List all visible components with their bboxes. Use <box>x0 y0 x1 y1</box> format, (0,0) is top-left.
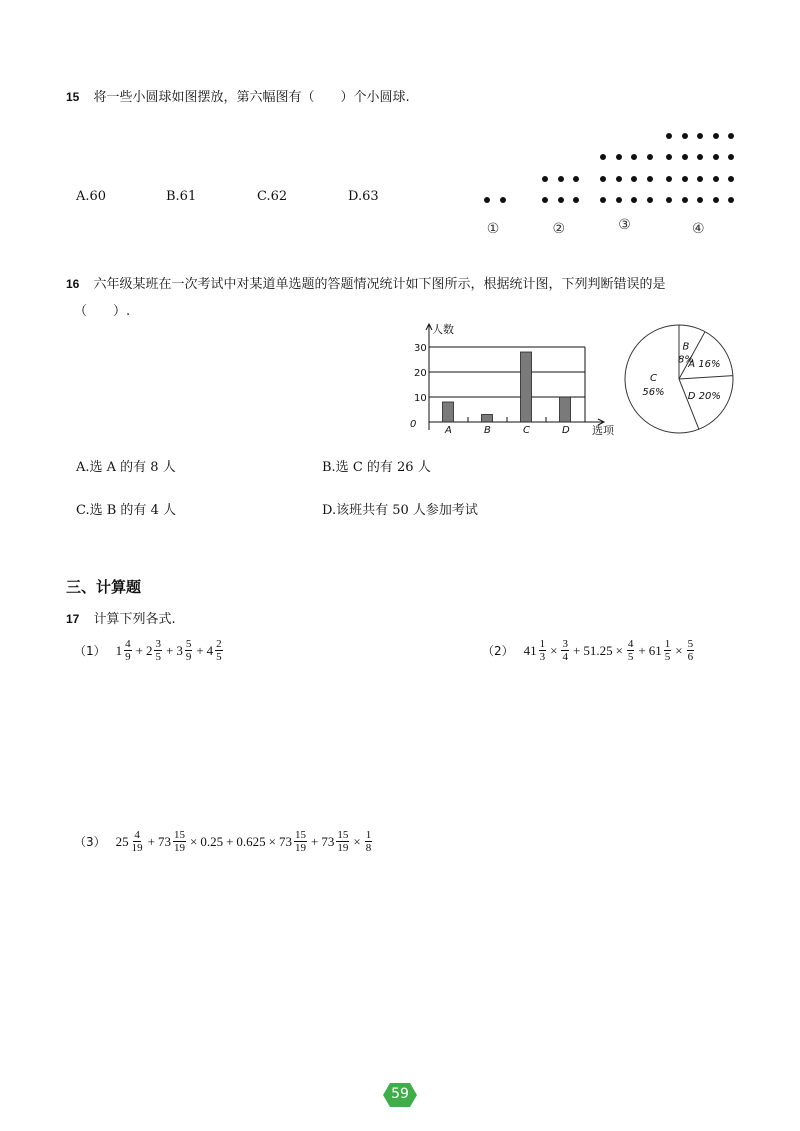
dot-ball <box>631 176 637 182</box>
q17-part2-expression <box>482 638 695 663</box>
dot-ball <box>697 133 703 139</box>
mixed-number <box>649 638 673 663</box>
dot-ball <box>558 197 564 203</box>
mixed-number <box>524 638 548 663</box>
dot-ball <box>647 197 653 203</box>
whole-part: 73 <box>157 833 171 849</box>
dot-ball <box>573 176 579 182</box>
pie-label-C: 56% <box>642 386 665 398</box>
x-axis-label: 选项 <box>592 424 614 437</box>
dot-ball <box>600 154 606 160</box>
q15-option-b: B.61 <box>166 189 197 204</box>
fraction-part <box>687 638 695 663</box>
dot-ball <box>682 133 688 139</box>
bar-B <box>482 415 493 423</box>
operator: × <box>550 642 558 658</box>
mixed-number <box>158 829 187 854</box>
dot-ball <box>647 176 653 182</box>
fraction-part <box>627 638 635 663</box>
figure-label-1: ① <box>486 221 500 237</box>
q17-part1-expression <box>74 638 224 663</box>
dot-ball <box>666 197 672 203</box>
dot-ball <box>600 197 606 203</box>
denominator: 5 <box>155 651 161 663</box>
numerator: 3 <box>155 638 161 650</box>
q16-stem-line2: （ ）. <box>74 304 131 319</box>
dot-ball <box>631 154 637 160</box>
q16-option-a: A.选 A 的有 8 人 <box>76 460 176 475</box>
denominator: 4 <box>562 651 568 663</box>
dot-ball <box>728 154 734 160</box>
dot-ball <box>647 154 653 160</box>
numerator: 4 <box>125 638 131 650</box>
denominator: 19 <box>337 842 349 854</box>
whole-part: 41 <box>523 642 537 658</box>
operator: + <box>572 642 581 658</box>
dot-ball <box>728 133 734 139</box>
dot-ball <box>616 154 622 160</box>
whole-part: 3 <box>176 642 183 658</box>
operator: + <box>147 833 155 849</box>
q16-option-d: D.该班共有 50 人参加考试 <box>322 503 478 518</box>
q17-stem <box>66 608 176 627</box>
denominator: 5 <box>627 651 634 663</box>
fraction <box>686 638 696 663</box>
pie-label-A: A 16% <box>688 358 721 370</box>
numerator: 3 <box>562 638 568 650</box>
q16-option-c: C.选 B 的有 4 人 <box>76 503 176 518</box>
denominator: 9 <box>185 651 192 663</box>
dot-ball <box>728 176 734 182</box>
operator: + <box>196 642 204 658</box>
numerator: 5 <box>185 638 192 650</box>
x-tick-label-D: D <box>562 425 570 436</box>
operator: + <box>135 642 143 658</box>
fraction-part <box>215 638 223 663</box>
numerator: 4 <box>627 638 634 650</box>
denominator: 19 <box>173 842 185 854</box>
dot-ball <box>666 176 672 182</box>
pie-label-D: D 20% <box>687 391 721 403</box>
dot-ball <box>616 197 622 203</box>
dot-ball <box>728 197 734 203</box>
dot-ball <box>616 176 622 182</box>
operator: × <box>268 833 277 849</box>
operator: × <box>353 833 361 849</box>
dot-ball <box>713 197 719 203</box>
operator: + <box>311 833 319 849</box>
whole-part: 25 <box>115 833 129 849</box>
fraction-part <box>173 829 186 854</box>
dot-ball <box>631 197 637 203</box>
whole-part: 73 <box>279 833 293 849</box>
operator: + <box>165 642 174 658</box>
dot-ball <box>713 133 719 139</box>
numerator: 1 <box>539 638 546 650</box>
q15-stem <box>66 86 410 105</box>
numerator: 1 <box>664 638 671 650</box>
y-tick-label: 10 <box>414 393 427 404</box>
dot-ball <box>682 154 688 160</box>
dot-ball <box>500 197 506 203</box>
q15-option-d: D.63 <box>348 189 379 204</box>
operator: + <box>638 642 646 658</box>
q15-number: 15 <box>66 90 80 104</box>
numerator: 15 <box>173 829 185 841</box>
dot-ball <box>573 197 579 203</box>
fraction-part <box>294 829 307 854</box>
dot-ball <box>666 154 672 160</box>
number: 0.625 <box>236 833 266 849</box>
dot-ball <box>542 197 548 203</box>
dot-ball <box>682 197 688 203</box>
fraction <box>364 829 374 854</box>
bar-C <box>521 352 532 422</box>
part-label: （3） <box>74 835 106 849</box>
y-tick-label: 20 <box>414 368 427 379</box>
q15-option-c: C.62 <box>257 189 288 204</box>
fraction-part <box>185 638 193 663</box>
pie-label-B: 8% <box>678 354 694 366</box>
figure-label-4: ④ <box>692 221 705 237</box>
fraction-part <box>561 638 569 663</box>
operator: + <box>226 833 234 849</box>
y-tick-label: 30 <box>414 343 427 354</box>
bar-D <box>560 397 571 422</box>
fraction <box>560 638 570 663</box>
mixed-number <box>116 829 145 854</box>
dot-ball <box>558 176 564 182</box>
fraction-part <box>539 638 547 663</box>
numerator: 15 <box>337 829 349 841</box>
x-tick-label-C: C <box>523 425 530 436</box>
dot-ball <box>484 197 490 203</box>
whole-part: 4 <box>206 642 214 658</box>
figure-label-3: ③ <box>618 217 631 233</box>
denominator: 6 <box>687 651 694 663</box>
number: 0.25 <box>200 833 224 849</box>
pie-chart <box>620 322 740 442</box>
figure-label-2: ② <box>552 221 566 237</box>
mixed-number <box>321 829 350 854</box>
page-number: 59 <box>391 1086 409 1102</box>
mixed-number <box>279 829 308 854</box>
fraction-part <box>365 829 373 854</box>
fraction-part <box>124 638 132 663</box>
denominator: 5 <box>664 651 671 663</box>
section-title: 三、计算题 <box>66 578 142 596</box>
q16-number: 16 <box>66 277 80 291</box>
page-number-badge <box>383 1083 417 1107</box>
denominator: 19 <box>131 842 143 854</box>
dot-ball <box>542 176 548 182</box>
q17-text: 计算下列各式. <box>93 612 176 627</box>
denominator: 3 <box>539 651 546 663</box>
part-label: （2） <box>482 644 514 658</box>
q16-stem-line1 <box>66 273 666 292</box>
denominator: 8 <box>365 842 372 854</box>
mixed-number <box>176 638 193 663</box>
fraction-part <box>664 638 672 663</box>
x-tick-label-B: B <box>484 425 491 436</box>
q16-option-b: B.选 C 的有 26 人 <box>322 460 431 475</box>
fraction-part <box>131 829 144 854</box>
mixed-number <box>146 638 163 663</box>
dot-ball <box>682 176 688 182</box>
fraction-part <box>336 829 349 854</box>
numerator: 15 <box>295 829 307 841</box>
fraction-part <box>154 638 162 663</box>
dot-ball <box>600 176 606 182</box>
y-axis-label: 人数 <box>432 323 454 336</box>
y-tick-label: 0 <box>410 419 417 430</box>
dot-pattern-figure <box>470 125 750 245</box>
dot-ball <box>697 176 703 182</box>
dot-ball <box>713 154 719 160</box>
dot-ball <box>697 154 703 160</box>
q16-text: 六年级某班在一次考试中对某道单选题的答题情况统计如下图所示，根据统计图，下列判断错误的是 <box>93 277 666 292</box>
numerator: 2 <box>216 638 222 650</box>
q17-part3-expression <box>74 829 373 854</box>
mixed-number <box>116 638 133 663</box>
whole-part: 61 <box>648 642 662 658</box>
pie-label-B: B <box>682 341 690 353</box>
pie-label-C: C <box>649 372 657 384</box>
numerator: 1 <box>365 829 372 841</box>
fraction <box>626 638 636 663</box>
number: 51.25 <box>583 642 613 658</box>
numerator: 4 <box>134 829 140 841</box>
whole-part: 1 <box>115 642 123 658</box>
whole-part: 2 <box>145 642 153 658</box>
numerator: 5 <box>687 638 694 650</box>
part-label: （1） <box>74 644 106 658</box>
denominator: 5 <box>216 651 222 663</box>
dot-ball <box>713 176 719 182</box>
dot-ball <box>666 133 672 139</box>
q17-number: 17 <box>66 612 80 626</box>
denominator: 19 <box>295 842 307 854</box>
bar-A <box>443 402 454 422</box>
q15-text: 将一些小圆球如图摆放，第六幅图有（ ）个小圆球. <box>93 90 410 105</box>
dot-ball <box>697 197 703 203</box>
q15-option-a: A.60 <box>76 189 107 204</box>
operator: × <box>675 642 683 658</box>
operator: × <box>615 642 623 658</box>
mixed-number <box>207 638 224 663</box>
x-tick-label-A: A <box>445 425 452 436</box>
whole-part: 73 <box>321 833 335 849</box>
bar-chart <box>408 320 618 440</box>
denominator: 9 <box>125 651 131 663</box>
operator: × <box>189 833 198 849</box>
